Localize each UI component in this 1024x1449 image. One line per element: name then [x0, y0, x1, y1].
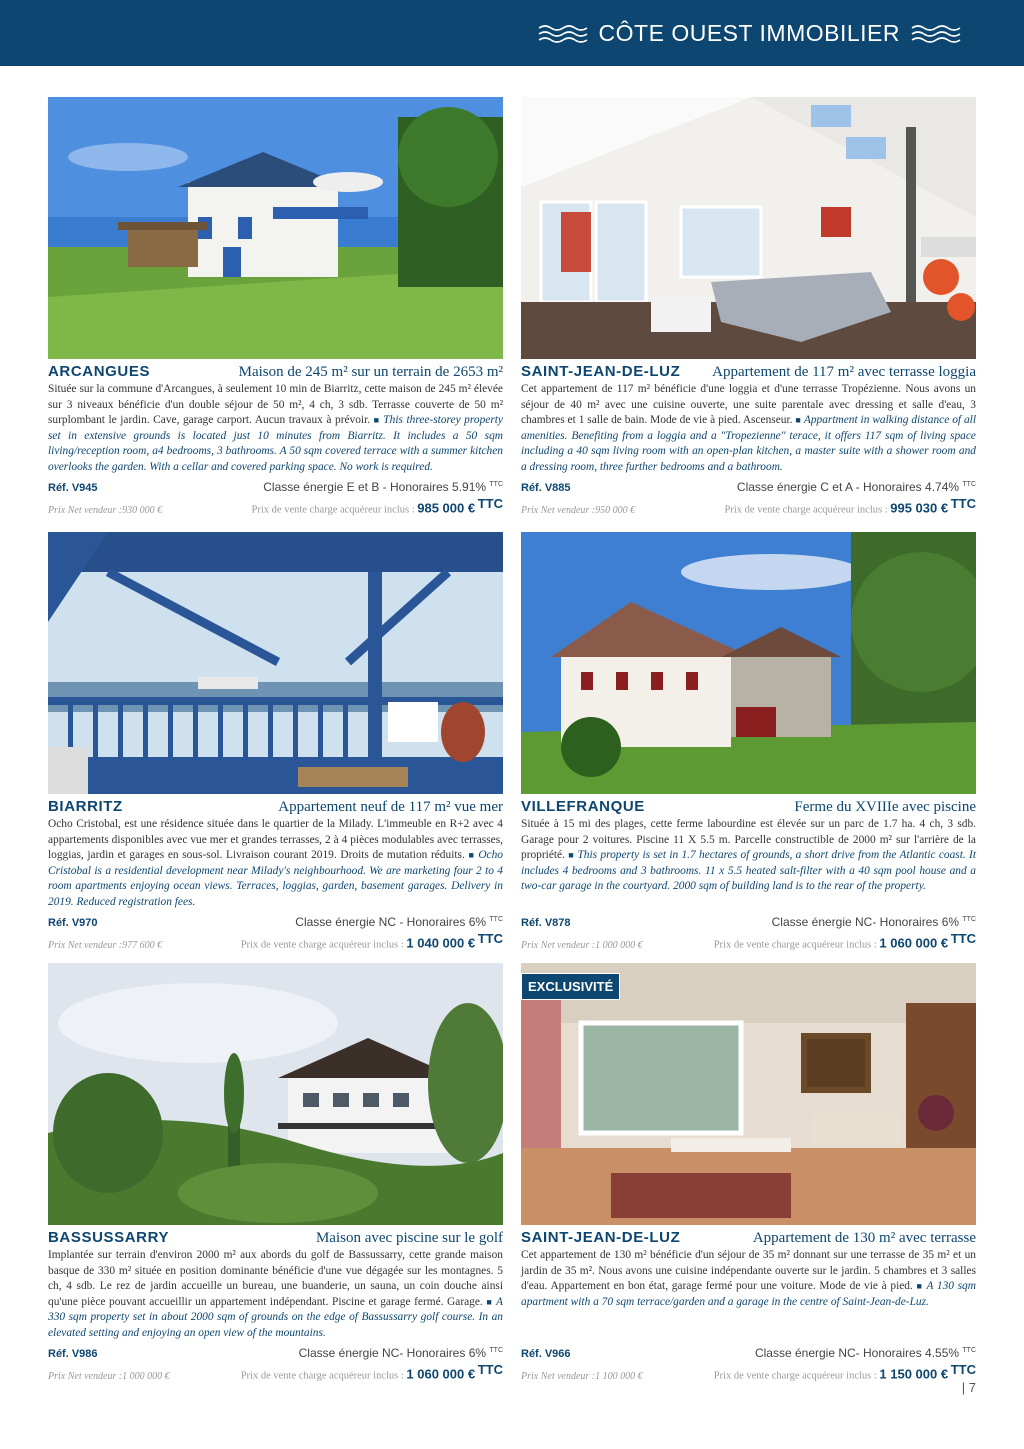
listing-card[interactable]: [48, 97, 503, 519]
exclusive-badge: EXCLUSIVITÉ: [521, 973, 620, 1000]
brand: [537, 20, 962, 47]
property-photo[interactable]: [48, 532, 503, 794]
listing-ref: Réf. V970: [48, 917, 98, 929]
listing-price-line: Prix de vente charge acquéreur inclus : 985 000 € $^{TTC}$: [251, 496, 503, 516]
listing-ref: Réf. V878: [521, 917, 571, 929]
listing-subtitle: Maison de 245 m² sur un terrain de 2653 m²: [238, 364, 503, 380]
listing-description: [521, 817, 976, 895]
separator-square-icon: ■: [916, 1281, 923, 1291]
listing-card[interactable]: [48, 532, 503, 954]
listing-price: 1 040 000 €: [406, 935, 476, 951]
listing-city: VILLEFRANQUE: [521, 798, 645, 815]
description-fr: Cet appartement de 117 m² bénéficie d'une loggia et d'une terrasse Tropézienne. Nous avons un séjour de 40 m² avec une cuisine ouverte, une suite parentale avec dressing et salle d'eau, 3 chambres et 1 salle de bain. Mode de vie à pied. Ascenseur.: [521, 383, 976, 426]
separator-square-icon: ■: [795, 415, 801, 425]
listing-net-price: Prix Net vendeur :977 600 €: [48, 939, 163, 951]
property-photo[interactable]: [521, 97, 976, 359]
listing-ref: Réf. V885: [521, 482, 571, 494]
description-fr: Située à 15 mi des plages, cette ferme labourdine est élevée sur un parc de 1.7 ha. 4 ch, 3 sdb. Garage pour 2 voitures. Piscine 11 X 5.5 m. Parcelle constructible de 2000 m² sur l'arrière de la propriété.: [521, 818, 976, 861]
page-number: | 7: [961, 1380, 976, 1395]
listing-price: 1 060 000 €: [406, 1366, 476, 1382]
listing-price: 995 030 €: [890, 500, 949, 516]
listing-price-line: Prix de vente charge acquéreur inclus : 1 060 000 € $^{TTC}$: [240, 1362, 503, 1382]
listing-city: ARCANGUES: [48, 363, 151, 380]
listing-net-price: Prix Net vendeur :1 100 000 €: [521, 1370, 643, 1382]
property-photo[interactable]: [521, 532, 976, 794]
listing-card[interactable]: [521, 963, 976, 1385]
separator-square-icon: ■: [568, 850, 575, 860]
separator-square-icon: ■: [486, 1296, 493, 1307]
listing-description: [48, 817, 503, 910]
listing-net-price: Prix Net vendeur :950 000 €: [521, 504, 636, 516]
listing-net-price: Prix Net vendeur :1 000 000 €: [521, 939, 643, 951]
listing-subtitle: Ferme du XVIIIe avec piscine: [794, 799, 976, 815]
listing-description: [521, 382, 976, 475]
listing-card[interactable]: [48, 963, 503, 1385]
listing-price: 1 060 000 €: [879, 935, 949, 951]
brand-name: CÔTE OUEST IMMOBILIER: [598, 20, 900, 46]
property-photo[interactable]: [521, 963, 976, 1225]
description-fr: Cet appartement de 130 m² bénéficie d'un séjour de 35 m² donnant sur une terrasse de 35 m² et un jardin de 35 m². Nous avons une cuisine indépendante ouverte sur le jardin. 5 chambres et 3 salles d'eau. Appartement en bon état, garage fermé pour une voiture. Mode de vie à pied.: [521, 1249, 976, 1292]
listing-subtitle: Appartement neuf de 117 m² vue mer: [278, 799, 503, 815]
header-bar: [0, 0, 1024, 66]
listing-net-price: Prix Net vendeur :1 000 000 €: [48, 1370, 170, 1382]
property-photo[interactable]: [48, 97, 503, 359]
listing-description: [521, 1248, 976, 1310]
description-en: This three-storey property set in extensive grounds is located just 10 minutes from Biarritz. It includes a 50 sqm living/reception room, a4 bedrooms, 3 bathrooms. A 50 sqm covered terrace with a summer kitchen overlooks the garden. With a cellar and covered parking space. No work is required.: [48, 414, 503, 473]
listing-card[interactable]: [521, 532, 976, 954]
listing-ref: Réf. V945: [48, 482, 98, 494]
property-photo[interactable]: [48, 963, 503, 1225]
listing-description: [48, 382, 503, 475]
listing-city: BIARRITZ: [48, 798, 123, 815]
description-en: This property is set in 1.7 hectares of grounds, a short drive from the Atlantic coast. It includes 4 bedrooms and 3 bathrooms. 11 x 5.5 heated salt-filter with a 40 sqm pool house and a two-car garage in the courtyard. 2000 sqm of building land is to the rear of the property.: [521, 849, 976, 892]
listing-description: [48, 1248, 503, 1341]
listing-energy: Classe énergie C et A - Honoraires 4.74% $^{TTC}$: [736, 480, 976, 494]
listing-price: 985 000 €: [417, 500, 476, 516]
listing-price-line: Prix de vente charge acquéreur inclus : 1 040 000 € $^{TTC}$: [240, 931, 503, 951]
listing-energy: Classe énergie NC- Honoraires 6% $^{TTC}$: [298, 1346, 503, 1360]
description-fr: Située sur la commune d'Arcangues, à seulement 10 min de Biarritz, cette maison de 245 m² élevée sur 3 niveaux bénéficie d'un double séjour de 50 m², 4 ch, 3 sdb. Terrasse couverte de 50 m² surplombant le jardin. Cave, garage carport. Aucun travaux à prévoir.: [48, 383, 503, 426]
listing-energy: Classe énergie NC - Honoraires 6% $^{TTC}$: [295, 915, 503, 929]
listing-energy: Classe énergie E et B - Honoraires 5.91% $^{TTC}$: [263, 480, 503, 494]
listing-ref: Réf. V986: [48, 1348, 98, 1360]
listing-subtitle: Appartement de 117 m² avec terrasse loggia: [712, 364, 976, 380]
listing-city: SAINT-JEAN-DE-LUZ: [521, 363, 681, 380]
listing-city: BASSUSSARRY: [48, 1229, 170, 1246]
listing-price: 1 150 000 €: [879, 1366, 949, 1382]
description-en: A 130 sqm apartment with a 70 sqm terrace/garden and a garage in the centre of Saint-Jean-de-Luz.: [521, 1280, 976, 1308]
listing-price-line: Prix de vente charge acquéreur inclus : 1 060 000 € $^{TTC}$: [713, 931, 976, 951]
description-en: A 330 sqm property set in about 2000 sqm of grounds on the edge of Bassussarry golf course. In an elevated setting and enjoying an open view of the mountains.: [48, 1295, 503, 1339]
description-en: Ocho Cristobal is a residential development near Milady's neighbourhood. We are marketing four 2 to 4 room apartments enjoying ocean views. Terraces, loggias, garden, basement garages. Delivery in 2019. Reduced registration fees.: [48, 849, 503, 908]
listing-net-price: Prix Net vendeur :930 000 €: [48, 504, 163, 516]
description-fr: Ocho Cristobal, est une résidence située dans le quartier de la Milady. L'immeuble en R+2 avec 4 appartements disponibles avec vue mer et grandes terrasses, 2 à 4 pièces modulables avec terrasses, loggias, jardin et garages en sous-sol. Livraison courant 2019. Droits de mutation réduits.: [48, 818, 503, 861]
listing-energy: Classe énergie NC- Honoraires 6% $^{TTC}$: [771, 915, 976, 929]
separator-square-icon: ■: [468, 850, 475, 860]
listing-subtitle: Appartement de 130 m² avec terrasse: [752, 1230, 976, 1246]
separator-square-icon: ■: [373, 415, 380, 425]
listing-price-line: Prix de vente charge acquéreur inclus : 995 030 € $^{TTC}$: [724, 496, 976, 516]
listing-city: SAINT-JEAN-DE-LUZ: [521, 1229, 681, 1246]
wave-icon: [910, 23, 962, 45]
listing-subtitle: Maison avec piscine sur le golf: [315, 1230, 503, 1246]
listing-price-line: Prix de vente charge acquéreur inclus : 1 150 000 € $^{TTC}$: [713, 1362, 976, 1382]
listing-energy: Classe énergie NC- Honoraires 4.55% $^{TTC}$: [754, 1346, 976, 1360]
description-fr: Implantée sur terrain d'environ 2000 m² aux abords du golf de Bassussarry, cette grande maison basque de 330 m² située en position dominante bénéficie d'une vue dégagée sur les montagnes. 5 ch, 4 sdb. Le rez de jardin accueille un bureau, une buanderie, un sauna, un coin douche ainsi qu'une pièce pouvant accueillir un appartement indépendant. Piscine et garage fermé. Garage.: [48, 1249, 503, 1308]
description-en: Appartment in walking distance of all amenities. Benefiting from a loggia and a "Tropezienne" terace, it offers 117 sqm of living space including a 40 sqm living room with an open-plan kitchen, a master suite with a shower room and a dressing room, three further bedrooms and a bathroom.: [521, 414, 976, 473]
listing-card[interactable]: [521, 97, 976, 519]
listing-ref: Réf. V966: [521, 1348, 571, 1360]
wave-icon: [537, 23, 589, 45]
